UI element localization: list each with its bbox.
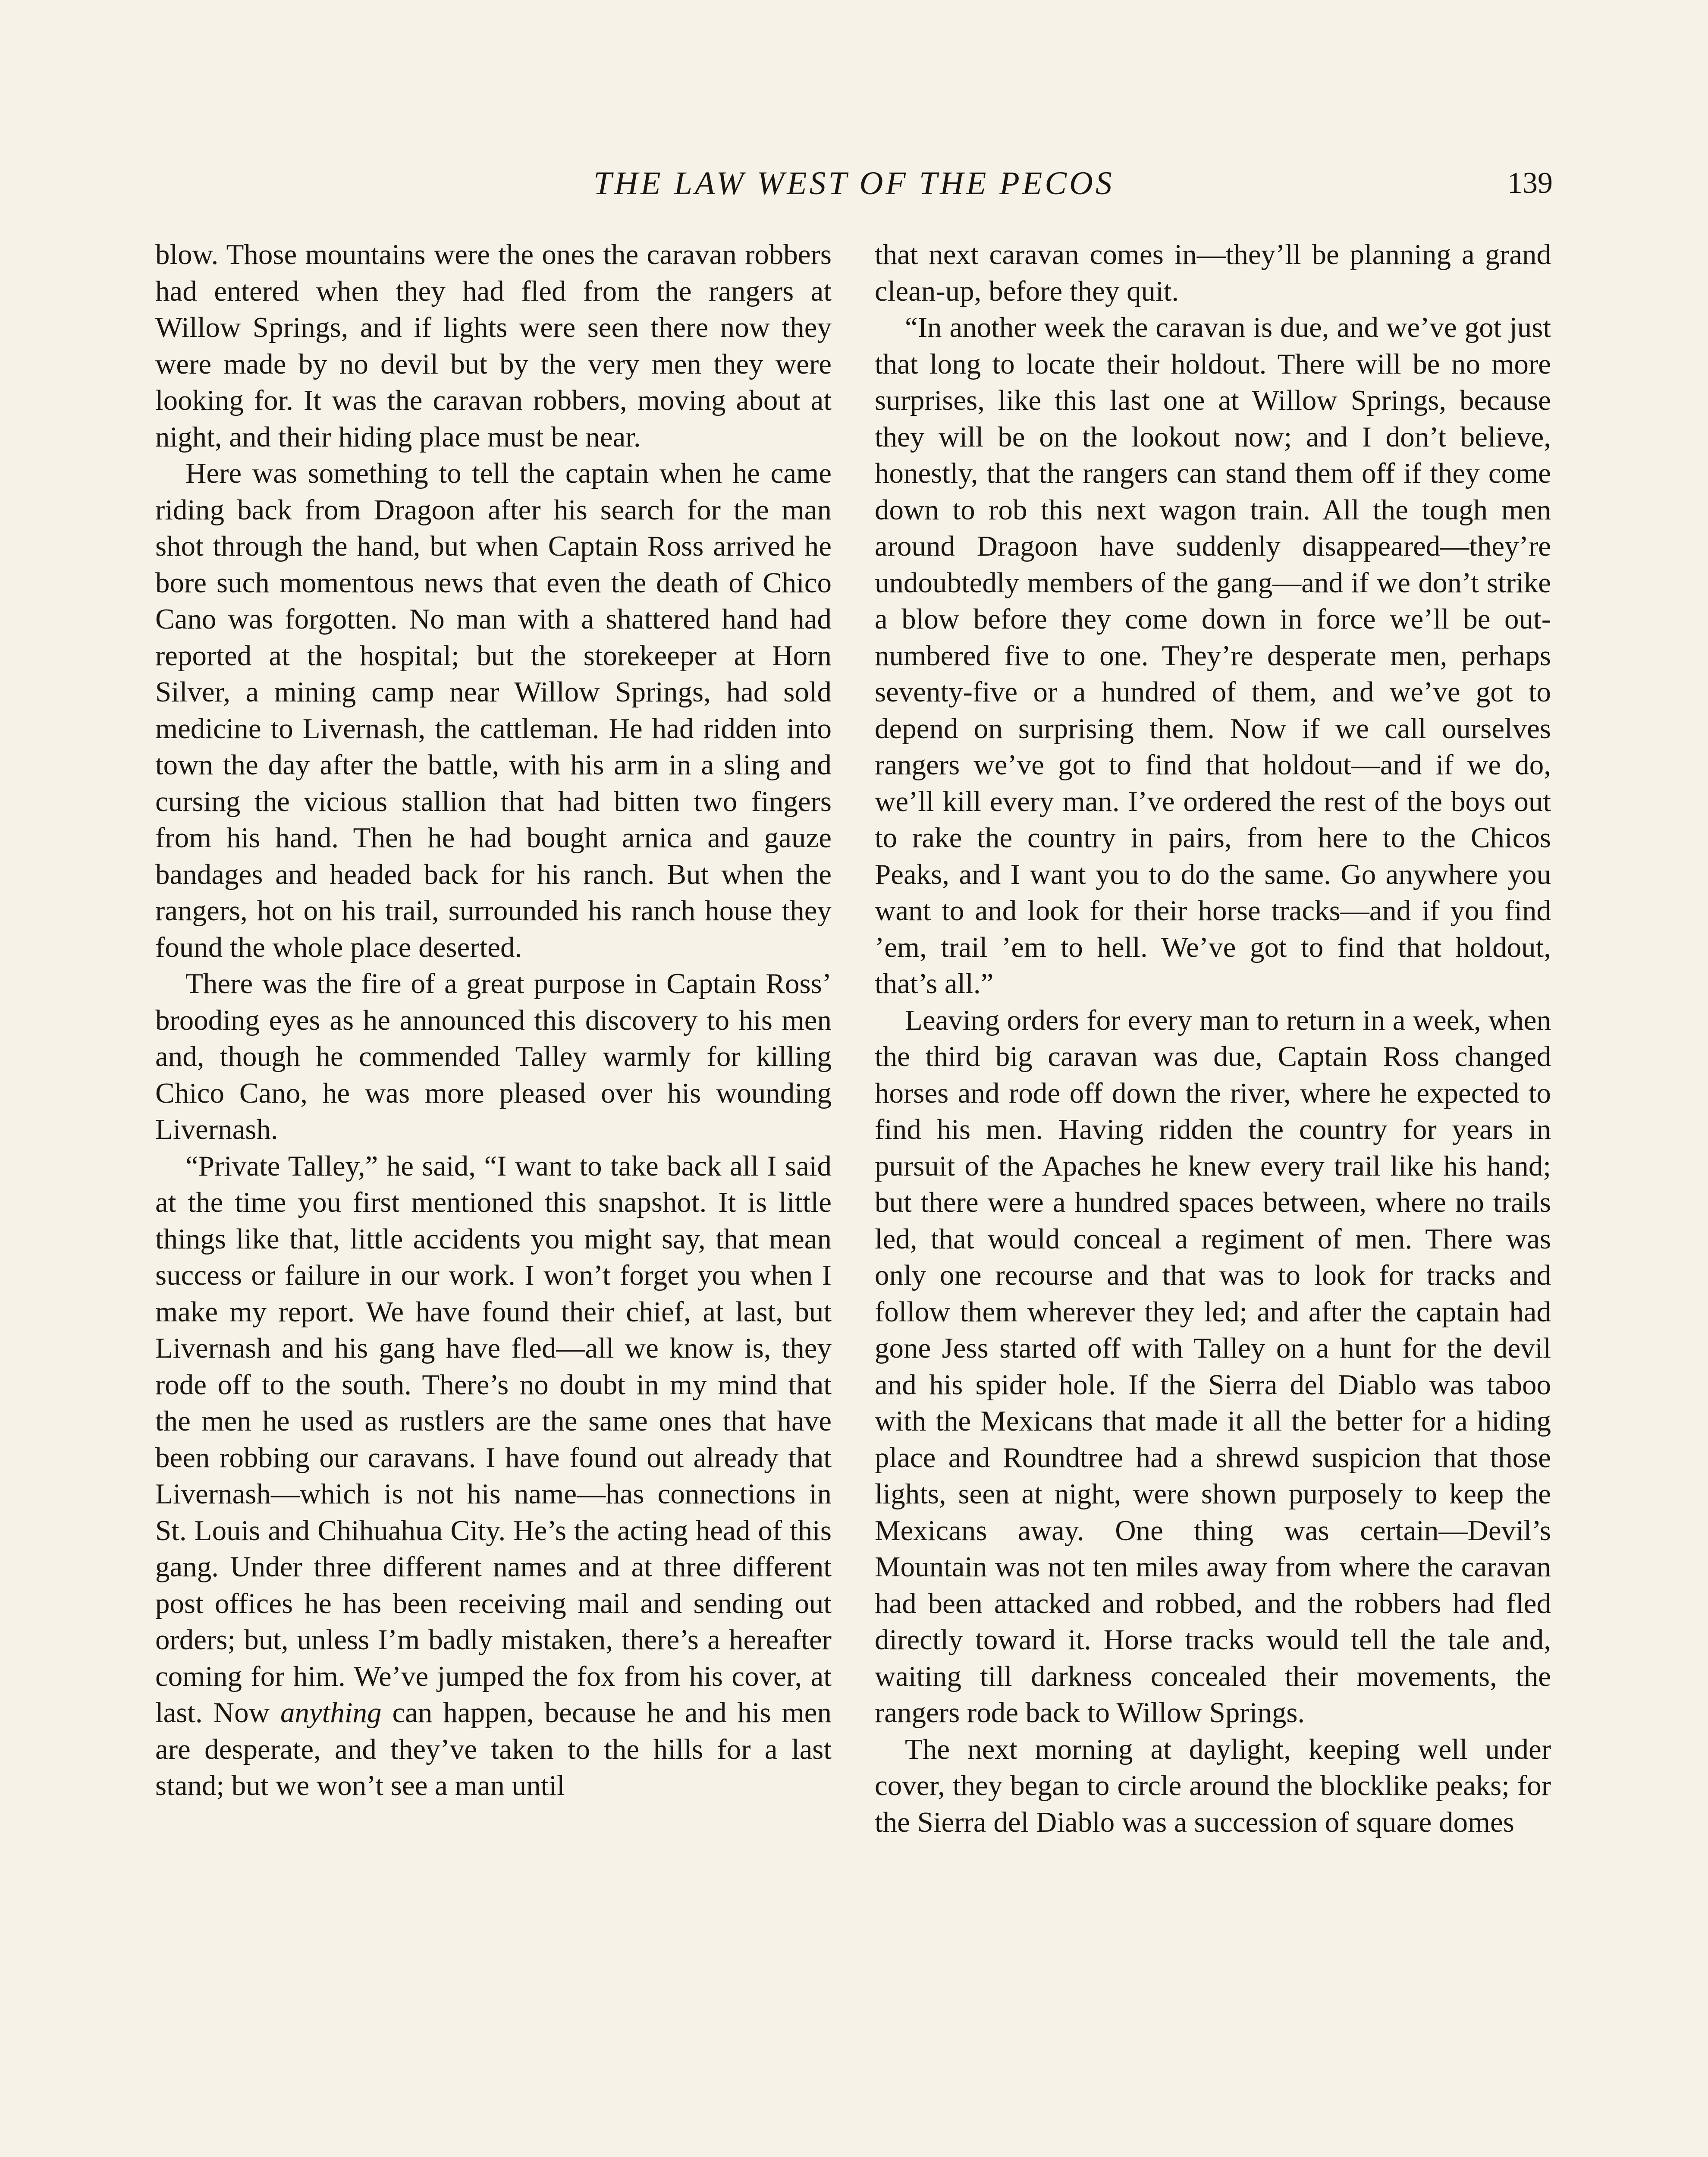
paragraph: blow. Those mountains were the ones the caravan robbers had entered when they had fled from the rangers at Willow Springs, and if lights were seen there now they were made by no devil but by the very men they were looking for. It was the caravan robbers, moving about at night, and their hiding place must be near. xyxy=(155,239,832,453)
emphasized-word: anything xyxy=(280,1697,382,1729)
paragraph: that next caravan comes in—they’ll be planning a grand clean-up, before they quit. xyxy=(875,239,1551,307)
running-title: THE LAW WEST OF THE PECOS xyxy=(593,165,1115,201)
paragraph: The next morning at daylight, keeping well under cover, they began to circle around the blocklike peaks; for the Sierra del Diablo was a succession of square domes xyxy=(875,1733,1551,1838)
left-text-column xyxy=(155,236,832,2157)
paragraph: Leaving orders for every man to return in a week, when the third big caravan was due, Captain Ross changed horses and rode off down the river, where he expected to find his men. Having ridden the country for years in pursuit of the Apaches he knew every trail like his hand; but there were a hundred spaces between, where no trails led, that would conceal a regiment of men. There was only one recourse and that was to look for tracks and follow them wherever they led; and after the captain had gone Jess started off with Talley on a hunt for the devil and his spider hole. If the Sierra del Diablo was taboo with the Mexicans that made it all the better for a hiding place and Roundtree had a shrewd suspicion that those lights, seen at night, were shown purposely to keep the Mexicans away. One thing was certain—Devil’s Mountain was not ten miles away from where the caravan had been attacked and robbed, and the robbers had fled directly toward it. Horse tracks would tell the tale and, waiting till darkness concealed their movements, the rangers rode back to Willow Springs. xyxy=(875,1004,1551,1729)
paragraph: Here was something to tell the captain when he came riding back from Dragoon after his search for the man shot through the hand, but when Captain Ross arrived he bore such momentous news that even the death of Chico Cano was forgotten. No man with a shattered hand had reported at the hospital; but the storekeeper at Horn Silver, a mining camp near Willow Springs, had sold medicine to Livernash, the cattleman. He had ridden into town the day after the battle, with his arm in a sling and cursing the vicious stallion that had bitten two fingers from his hand. Then he had bought arnica and gauze bandages and headed back for his ranch. But when the rangers, hot on his trail, surrounded his ranch house they found the whole place deserted. xyxy=(155,457,832,963)
right-text-column xyxy=(875,236,1551,2157)
paragraph: “In another week the caravan is due, and we’ve got just that long to locate their holdout. There will be no more surprises, like this last one at Willow Springs, because they will be on the lookout now; and I don’t believe, honestly, that the rangers can stand them off if they come down to rob this next wagon train. All the tough men around Dragoon have suddenly disappeared—they’re undoubtedly members of the gang—and if we don’t strike a blow before they come down in force we’ll be outnumbered five to one. They’re desperate men, perhaps seventy-five or a hundred of them, and we’ve got to depend on surprising them. Now if we call ourselves rangers we’ve got to find that holdout—and if we do, we’ll kill every man. I’ve ordered the rest of the boys out to rake the country in pairs, from here to the Chicos Peaks, and I want you to do the same. Go anywhere you want to and look for their horse tracks—and if you find ’em, trail ’em to hell. We’ve got to find that holdout, that’s all.” xyxy=(875,311,1551,1000)
paragraph: There was the fire of a great purpose in Captain Ross’ brooding eyes as he announced this discovery to his men and, though he commended Talley warmly for killing Chico Cano, he was more pleased over his wounding Livernash. xyxy=(155,968,832,1145)
page-number: 139 xyxy=(1507,167,1553,200)
paragraph xyxy=(155,1148,832,1804)
paragraph-text: can happen, because he and his men are desperate, and they’ve taken to the hills for a last stand; but we won’t see a man until xyxy=(155,1697,832,1802)
page-header xyxy=(155,160,1553,211)
paragraph-text: “Private Talley,” he said, “I want to take back all I said at the time you first mentioned this snapshot. It is little things like that, little accidents you might say, that mean success or failure in our work. I won’t forget you when I make my report. We have found their chief, at last, but Livernash and his gang have fled—all we know is, they rode off to the south. There’s no doubt in my mind that the men he used as rustlers are the same ones that have been robbing our caravans. I have found out already that Livernash—which is not his name—has connections in St. Louis and Chihuahua City. He’s the acting head of this gang. Under three different names and at three different post offices he has been receiving mail and sending out orders; but, unless I’m badly mistaken, there’s a hereafter coming for him. We’ve jumped the fox from his cover, at last. Now xyxy=(155,1150,832,1729)
